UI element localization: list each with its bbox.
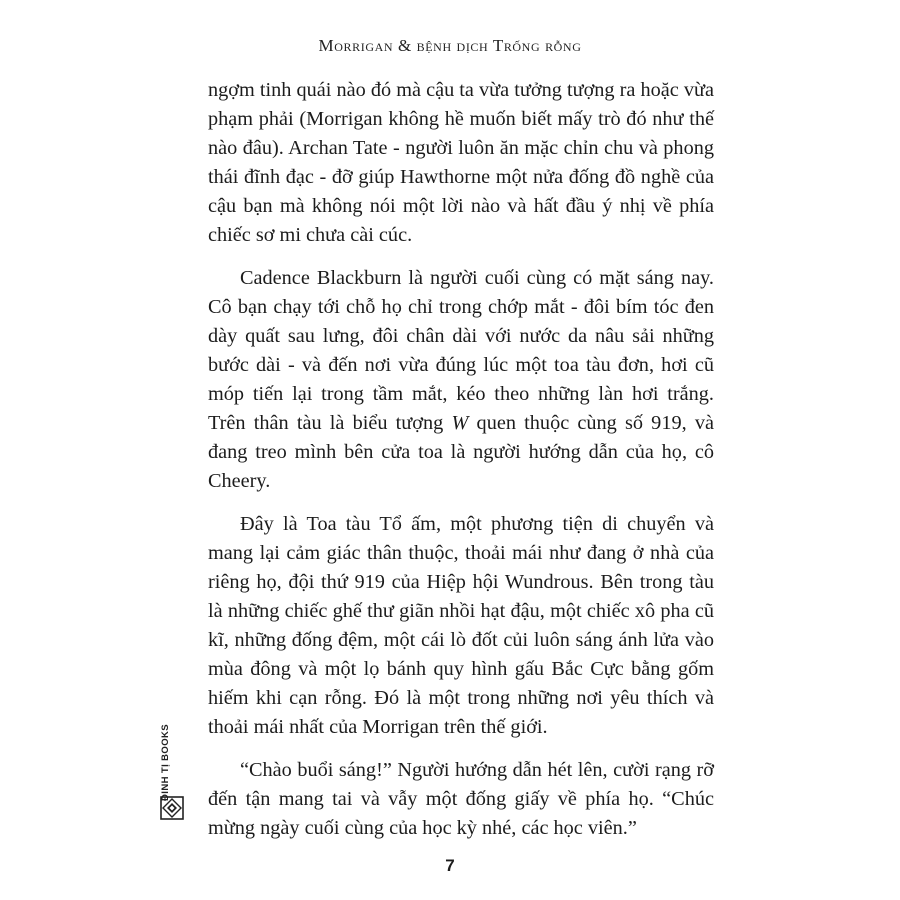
paragraph-2 xyxy=(208,264,714,496)
paragraph-1-text: ngợm tinh quái nào đó mà cậu ta vừa tưởng tượng ra hoặc vừa phạm phải (Morrigan không hề muốn biết mấy trò đó như thế nào đâu). Archan Tate - người luôn ăn mặc chỉn chu và phong thái đĩnh đạc - đỡ giúp Hawthorne một nửa đống đồ nghề của cậu bạn mà không nói một lời nào và hất đầu ý nhị về phía chiếc sơ mi chưa cài cúc. xyxy=(208,79,714,246)
paragraph-3 xyxy=(208,510,714,742)
paragraph-1 xyxy=(208,76,714,250)
dinh-ti-diamond-logo-icon xyxy=(160,796,184,820)
page-body xyxy=(208,76,714,857)
page-number: 7 xyxy=(445,856,455,875)
publisher-name: ĐINH TỊ BOOKS xyxy=(160,724,171,801)
paragraph-2-text-start: Cadence Blackburn là người cuối cùng có mặt sáng nay. Cô bạn chạy tới chỗ họ chỉ trong chớp mắt - đôi bím tóc đen dày quất sau lưng, đôi chân dài với nước da nâu sải những bước dài - và đến nơi vừa đúng lúc một toa tàu đơn, hơi cũ móp tiến lại trong tầm mắt, kéo theo những làn hơi trắng. Trên thân tàu là biểu tượng xyxy=(208,267,714,434)
paragraph-2-text-end: quen thuộc cùng số 919, và đang treo mình bên cửa toa là người hướng dẫn của họ, cô Cheery. xyxy=(208,412,714,492)
paragraph-3-text: Đây là Toa tàu Tổ ấm, một phương tiện di chuyển và mang lại cảm giác thân thuộc, thoải mái như đang ở nhà của riêng họ, đội thứ 919 của Hiệp hội Wundrous. Bên trong tàu là những chiếc ghế thư giãn nhồi hạt đậu, một chiếc xô pha cũ kĩ, những đống đệm, một cái lò đốt củi luôn sáng ánh lửa vào mùa đông và một lọ bánh quy hình gấu Bắc Cực bằng gốm hiếm khi cạn rỗng. Đó là một trong những nơi yêu thích và thoải mái nhất của Morrigan trên thế giới. xyxy=(208,513,714,738)
paragraph-4-text: “Chào buổi sáng!” Người hướng dẫn hét lên, cười rạng rỡ đến tận mang tai và vẫy một đống giấy về phía họ. “Chúc mừng ngày cuối cùng của học kỳ nhé, các học viên.” xyxy=(208,759,714,839)
paragraph-4 xyxy=(208,756,714,843)
running-header-title: Morrigan & bệnh dịch Trống rỗng xyxy=(318,36,582,55)
paragraph-2-emphasis: W xyxy=(451,412,469,434)
